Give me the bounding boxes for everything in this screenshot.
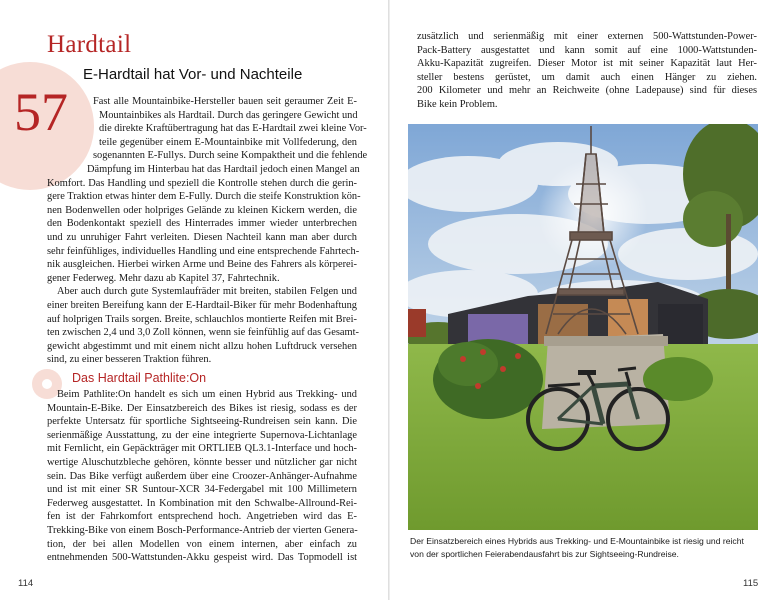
text-line: Beim Pathlite:On handelt es sich um einen Hybrid aus Trekking- und <box>57 389 357 400</box>
photo-ebike-eiffel-tower-replica <box>408 124 758 530</box>
text-line: zusätzlich und serienmäßig mit einer externen 500-Wattstunden-Power- <box>417 31 757 42</box>
text-line: den Bodenkontakt speziell des Hinterrades immer wieder unterbrechen <box>47 218 357 230</box>
text-line: nen Bodenwellen oder holpriges Gelände zu kleinen Kickern werden, die <box>47 204 357 216</box>
text-line: gewicht abgestimmt und mit einem nicht allzu hohen Luftdruck versehen <box>47 340 357 352</box>
text-line: steller bestens gerüstet, um damit auch einen Hänger zu ziehen. <box>417 71 757 83</box>
subsection-heading: Das Hardtail Pathlite:On <box>72 371 207 385</box>
body-text-block-2 <box>47 388 357 565</box>
text-line: sehr feinfühliges, individuelles Handling und eine entsprechende Fahrtech- <box>47 245 360 257</box>
text-line: einer breiten Bereifung kann der E-Hardtail-Biker für mehr Bodenhaftung <box>47 299 357 311</box>
rose-bush <box>433 339 543 419</box>
text-line: sind, zu einer besseren Traktion führen. <box>47 354 212 366</box>
text-line: teile gegenüber einem E-Mountainbike mit Vollfederung, den <box>99 136 357 148</box>
text-line: die direkte Kraftübertragung hat das E-Hardtail zwei kleine Vor- <box>99 123 367 135</box>
photo-caption <box>410 535 760 561</box>
caption-line: von der sportlichen Feierabendausfahrt bis zur Sightseeing-Rundreise. <box>410 549 679 559</box>
text-line: Bike kein Problem. <box>417 98 498 110</box>
right-page <box>390 0 778 600</box>
text-line: Pack-Battery ausgestattet und kann somit auf eine 1000-Wattstunden- <box>417 44 757 56</box>
text-line: 200 Kilometer und mehr an Reichweite (ohne Ladepause) sind für dieses <box>417 85 757 97</box>
text-line: gere Traktion etwas hinter dem E-Fully. Durch die steife Konstruktion kön- <box>47 191 361 203</box>
text-line: Aber auch durch gute Systemlaufräder mit breiten, stabilen Felgen und <box>57 286 357 298</box>
text-line: entnehmenden 500-Wattstunden-Akku gespeist wird. Das Topmodell ist <box>47 552 357 564</box>
text-line: Dämpfung im Hinterbau hat das Hardtail jedoch einen Mangel an <box>87 163 360 175</box>
text-line: mit Fernlicht, ein Gepäckträger mit ORTLIEB QL3.1-Interface und hoch- <box>47 443 357 455</box>
text-line: serienmäßige Ausstattung, zu der eine integrierte Supernova-Lichtanlage <box>47 429 357 441</box>
left-page <box>0 0 388 600</box>
red-hut <box>408 309 426 337</box>
text-line: Mountainbikes als Hardtail. Durch das geringere Gewicht und <box>99 109 358 121</box>
text-line: wertige Aluschutzbleche gehören, könnte besser und nützlicher gar nicht <box>47 456 357 468</box>
text-line: auf holprigen Trails sorgen. Breite, schlauchlos montierte Reifen mit Brei- <box>47 313 357 325</box>
text-line: Komfort. Das Handling und speziell die Kontrolle stehen durch die gerin- <box>47 177 357 189</box>
text-line: sogenannten E-Fullys. Durch seine Kompaktheit und die fehlende <box>93 150 368 162</box>
page-number-right: 115 <box>743 578 759 589</box>
text-line: sein. Das Bike verfügt außerdem über eine Croozer-Anhänger-Aufnahme <box>47 470 357 482</box>
text-line: Trekking-Bike von einem Bosch-Performance-Antrieb der vierten Genera- <box>47 524 358 536</box>
text-line: gener Federweg. Mehr dazu ab Kapitel 37, Fahrtechnik. <box>47 272 280 284</box>
caption-line: Der Einsatzbereich eines Hybrids aus Trekking- und E-Mountainbike ist riesig und reicht <box>410 536 744 546</box>
text-line: und zu unruhiger Fahrt verleiten. Diesen Nachteil kann man aber durch <box>47 231 357 243</box>
section-header-title: Hardtail <box>47 31 132 58</box>
text-line: Mountain-E-Bike. Der Einsatzbereich des Bikes ist riesig, sodass es der <box>47 402 357 414</box>
text-line: fen ist der Fahrkomfort entsprechend hoch. Angetrieben wird das E- <box>47 511 357 523</box>
text-line: Fast alle Mountainbike-Hersteller bauen seit geraumer Zeit E- <box>93 96 357 107</box>
text-line: und ist mit einer SR Suntour-XCR 34-Federgabel mit 100 Millimetern <box>47 484 357 496</box>
text-line: Federweg ausgestattet. In Kombination mit den Schwalbe-Allround-Rei- <box>47 497 357 509</box>
text-line: tion, der bei allen Modellen von einem internen, aber einfach zu <box>47 538 357 550</box>
text-line: Akku-Kapazität zugreifen. Dieser Motor ist mit seiner Kapazität laut Her- <box>417 58 757 70</box>
page-number-left: 114 <box>18 578 34 589</box>
text-line: nik ausgleichen. Hierbei wirken Arme und Beine des Fahrers als körperei- <box>47 259 357 271</box>
body-text-block-1 <box>47 95 368 367</box>
body-text-block-3 <box>417 30 757 112</box>
text-line: ten zwischen 2,4 und 3,0 Zoll können, wenn sie feinfühlig auf das Gesamt- <box>47 327 359 339</box>
chapter-subheading: E-Hardtail hat Vor- und Nachteile <box>83 66 303 83</box>
text-line: perfekte Untersatz für sportliche Sightseeing-Rundreisen sein kann. Die <box>47 416 357 428</box>
chapter-number: 57 <box>14 82 68 142</box>
